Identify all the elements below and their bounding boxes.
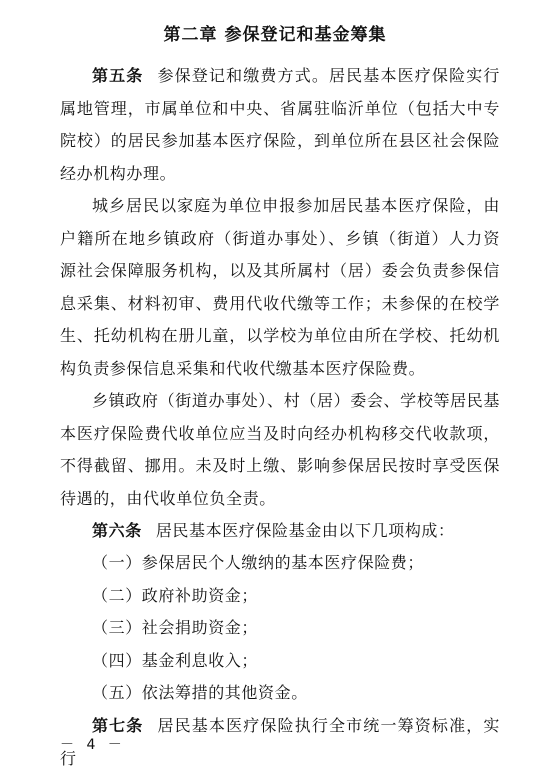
article-6-paragraph xyxy=(60,515,500,548)
list-item: （二）政府补助资金； xyxy=(92,586,259,605)
list-item: （一）参保居民个人缴纳的基本医疗保险费； xyxy=(92,553,425,572)
article-5-text-3: 乡镇政府（街道办事处）、村（居）委会、学校等居民基本医疗保险费代收单位应当及时向经办机构移交代收款项，不得截留、挪用。未及时上缴、影响参保居民按时享受医保待遇的，由代收单位负全责。 xyxy=(60,391,500,508)
article-5-paragraph-2 xyxy=(60,190,500,385)
article-7-paragraph xyxy=(60,710,500,775)
list-item: （四）基金利息收入； xyxy=(92,651,259,670)
list-item: （五）依法筹措的其他资金。 xyxy=(92,683,308,702)
article-7-label: 第七条 xyxy=(92,716,144,735)
article-6-text: 居民基本医疗保险基金由以下几项构成： xyxy=(155,521,455,540)
list-item: （三）社会捐助资金； xyxy=(92,618,259,637)
chapter-title: 第二章 参保登记和基金筹集 xyxy=(163,25,387,45)
article-5-paragraph-1 xyxy=(60,60,500,190)
article-7-text: 居民基本医疗保险执行全市统一筹资标准，实行 xyxy=(60,716,500,768)
article-5-text-1: 参保登记和缴费方式。居民基本医疗保险实行属地管理，市属单位和中央、省属驻临沂单位（包括大中专院校）的居民参加基本医疗保险，到单位所在县区社会保险经办机构办理。 xyxy=(60,66,500,183)
article-5-label: 第五条 xyxy=(92,66,144,85)
page-number: － 4 － xyxy=(60,737,126,753)
article-5-text-2: 城乡居民以家庭为单位申报参加居民基本医疗保险，由户籍所在地乡镇政府（街道办事处）、乡镇（街道）人力资源社会保障服务机构，以及其所属村（居）委会负责参保信息采集、材料初审、费用代收代缴等工作；未参保的在校学生、托幼机构在册儿童，以学校为单位由所在学校、托幼机构负责参保信息采集和代收代缴基本医疗保险费。 xyxy=(60,196,500,378)
article-5-paragraph-3 xyxy=(60,385,500,515)
article-6-label: 第六条 xyxy=(92,521,142,540)
